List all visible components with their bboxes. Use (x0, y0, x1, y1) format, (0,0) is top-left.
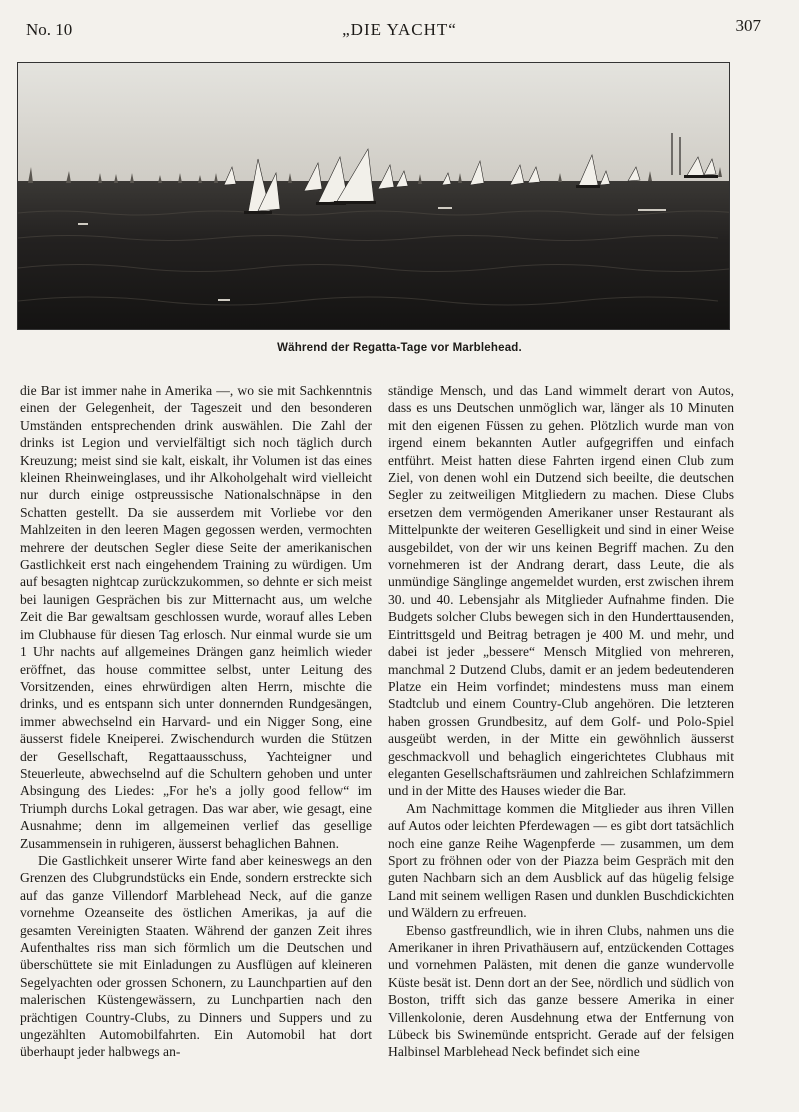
right-paragraph-1: ständige Mensch, und das Land wimmelt derart von Autos, dass es uns Deutschen unmöglich war, länger als 10 Minuten mit den eigenen Füssen zu gehen. Plötzlich wurde man von irgend einem bekannten Autler aufgegriffen und einfach entführt. Meist hatten diese Fahrten irgend einen Club zum Ziel, von denen wohl ein Dutzend sich beeilte, die deutschen Segler zu zeitweiligen Mitgliedern zu machen. Diese Clubs ersetzen dem vermögenden Amerikaner unser Restaurant als Mittelpunkte der weiteren Geselligkeit und sind in einer Weise ausgebildet, von der wir uns keinen Begriff machen. Zu den vornehmeren ist der Andrang derart, dass Leute, die als unmündige Sänglinge angemeldet wurden, erst zwischen ihrem 30. und 40. Lebensjahr als Mitglieder Aufnahme finden. Die Budgets solcher Clubs bewegen sich in den Hunderttausenden, Eintrittsgeld und Beitrag betragen je 400 M. und mehr, und dabei ist jeder „bessere“ Mensch Mitglied von mehreren, manchmal 2 Dutzend Clubs, damit er an jedem bedeutenderen Platze ein Heim vorfindet; mindestens muss man einem Stadtclub und einem Country-Club angehören. Die letzteren haben grossen Grundbesitz, auf dem Golf- und Polo-Spiel ausgeübt werden, in der Mitte ein gewöhnlich äusserst geschmackvoll und behaglich eingerichtetes Clubhaus mit eleganten Gesellschaftsräumen und zahlreichen Schlafzimmern und in der Mitte des Hauses wieder die Bar. (388, 383, 734, 799)
magazine-title: „DIE YACHT“ (342, 20, 457, 39)
left-paragraph-1: die Bar ist immer nahe in Amerika —, wo sie mit Sachkenntnis einen der Gelegenheit, der Tageszeit und den besonderen Umständen entsprechenden drink auswählen. Die Zahl der drinks ist Legion und vervielfältigt sich noch täglich durch Kreuzung; meist sind sie kalt, eiskalt, ihr Volumen ist das eines kleinen Rheinweinglases, und ihr Alkoholgehalt wird vielleicht nur durch einige ostpreussische Nationalschnäpse in den Schatten gestellt. Da sie ausserdem mit Vorliebe vor den Mahlzeiten in den leeren Magen gegossen werden, vermochten mehrere der deutschen Segler diese Seite der amerikanischen Gastlichkeit erst nach eingehendem Training zu würdigen. Um auf besagten nightcap zurückzukommen, so dehnte er sich meist bei launigen Gesprächen bis zur Mitternacht aus, um welche Zeit die Bar gewaltsam geschlossen wurde, worauf alles Leben im Clubhause für diesen Tag erlosch. Nur einmal wurde sie um 1 Uhr nachts auf allgemeines Drängen ganz heimlich wieder eröffnet, das house committee selbst, unter Leitung des Vorsitzenden, eines ehrwürdigen alten Herrn, mischte die drinks, und es entspann sich unter donnernden Rundgesängen, immer abwechselnd ein Harvard- und ein Nigger Song, eine äusserst fidele Kneiperei. Zwischendurch wurden die Stützen der Gesellschaft, Regattaausschuss, Yachteigner und Steuerleute, abwechselnd auf die Schultern gehoben und unter Absingung des Liedes: „For he's a jolly good fellow“ im Triumph durchs Lokal getragen. Das war aber, wie gesagt, eine Ausnahme; denn im allgemeinen verlief das gesellige Zusammensein in ruhigeren, äusserst behaglichen Bahnen. (20, 383, 372, 851)
issue-number: No. 10 (26, 20, 73, 39)
regatta-photo (17, 62, 730, 330)
right-paragraph-3: Ebenso gastfreundlich, wie in ihren Clubs, nahmen uns die Amerikaner in ihren Privathäusern auf, entzückenden Cottages und vornehmen Palästen, mit denen die ganze wundervolle Küste besät ist. Denn dort an der See, nördlich und südlich von Boston, trifft sich das ganze bessere Amerika in einer Villenkolonie, deren Ausdehnung etwa der Entfernung von Lübeck bis Swinemünde entspricht. Gerade auf der felsigen Halbinsel Marblehead Neck befindet sich eine (388, 922, 734, 1060)
left-paragraph-2: Die Gastlichkeit unserer Wirte fand aber keineswegs an den Grenzen des Clubgrundstücks ein Ende, sondern erstreckte sich auf das ganze Villendorf Marblehead Neck, auf die ganze vornehme Ozeanseite des östlichen Amerikas, ja auf die gesamten Vereinigten Staaten. Während der ganzen Zeit ihres Aufenthaltes riss man sich förmlich um die Deutschen und überschüttete sie mit Einladungen zu Ausflügen auf kleineren Segelyachten oder grossen Schonern, zu Launchpartien auf den malerischen Küstengewässern, zu Lunchpartien nach den prächtigen Country-Clubs, zu Dinners und Suppers und zu ungezählten Automobilfahrten. Ein Automobil hat dort überhaupt jeder halbwegs an- (20, 852, 372, 1060)
page-header (0, 14, 799, 44)
right-paragraph-2: Am Nachmittage kommen die Mitglieder aus ihren Villen auf Autos oder leichten Pferdewagen — es gibt dort tatsächlich noch eine ganze Reihe Wagenpferde — zusammen, um dem Sport zu fröhnen oder von der Piazza beim Gespräch mit den guten Nachbarn sich an dem Ausblick auf das hügelig felsige Land mit seinem welligen Rasen und dunklen Buschdickichten und Wäldern zu erfreuen. (388, 800, 734, 921)
figure-caption: Während der Regatta-Tage vor Marblehead. (277, 342, 522, 354)
page-number: 307 (735, 16, 761, 35)
left-column (20, 382, 372, 1061)
regatta-photo-image (18, 63, 729, 329)
right-column (388, 382, 734, 1061)
